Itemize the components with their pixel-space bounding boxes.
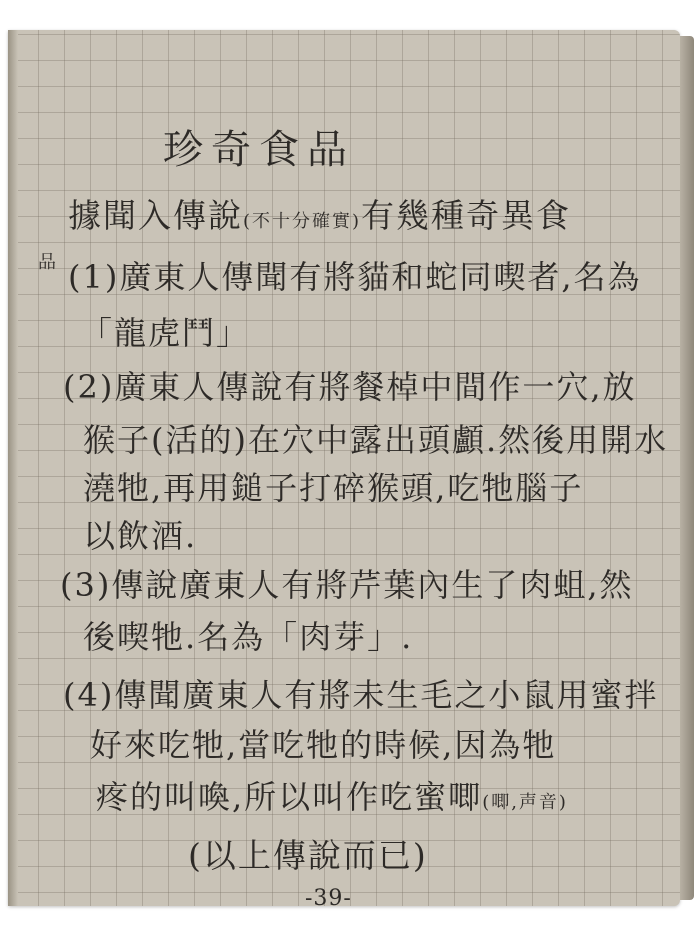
text-line: (1)廣東人傳聞有將貓和蛇同喫者,名為 [68, 258, 642, 296]
text-line: 好來吃牠,當吃牠的時候,因為牠 [90, 726, 557, 764]
page-title: 珍奇食品 [163, 127, 355, 173]
page-edge [680, 36, 694, 900]
grid-paper-sheet [8, 30, 680, 911]
margin-note: 品 [38, 252, 58, 273]
text-line-note: (唧,声音) [482, 792, 568, 813]
text-line: (4)傳聞廣東人有將未生毛之小鼠用蜜拌 [63, 676, 659, 714]
notebook-spine [8, 30, 18, 906]
text-line: 以飲酒. [83, 517, 198, 555]
text-line: 後喫牠.名為「肉芽」. [83, 618, 414, 656]
text-line: (3)傳說廣東人有將芹葉內生了肉蛆,然 [60, 566, 634, 604]
text-line [96, 772, 568, 818]
intro-text-b: 有幾種奇異食 [361, 196, 572, 235]
intro-note: (不十分確實) [243, 211, 362, 232]
text-line: 「龍虎鬥」 [80, 314, 251, 352]
text-line: 澆牠,再用鎚子打碎猴頭,吃牠腦子 [83, 469, 584, 507]
closing-line: (以上傳說而已) [188, 836, 428, 875]
text-line-main: 疼的叫喚,所以叫作吃蜜唧 [96, 778, 483, 816]
page-number: -39- [305, 886, 352, 911]
text-line: (2)廣東人傳說有將餐棹中間作一穴,放 [63, 368, 637, 406]
intro-line [68, 190, 571, 237]
text-line: 猴子(活的)在穴中露出頭顱.然後用開水 [83, 421, 669, 459]
intro-text-a: 據聞入傳說 [68, 196, 243, 235]
